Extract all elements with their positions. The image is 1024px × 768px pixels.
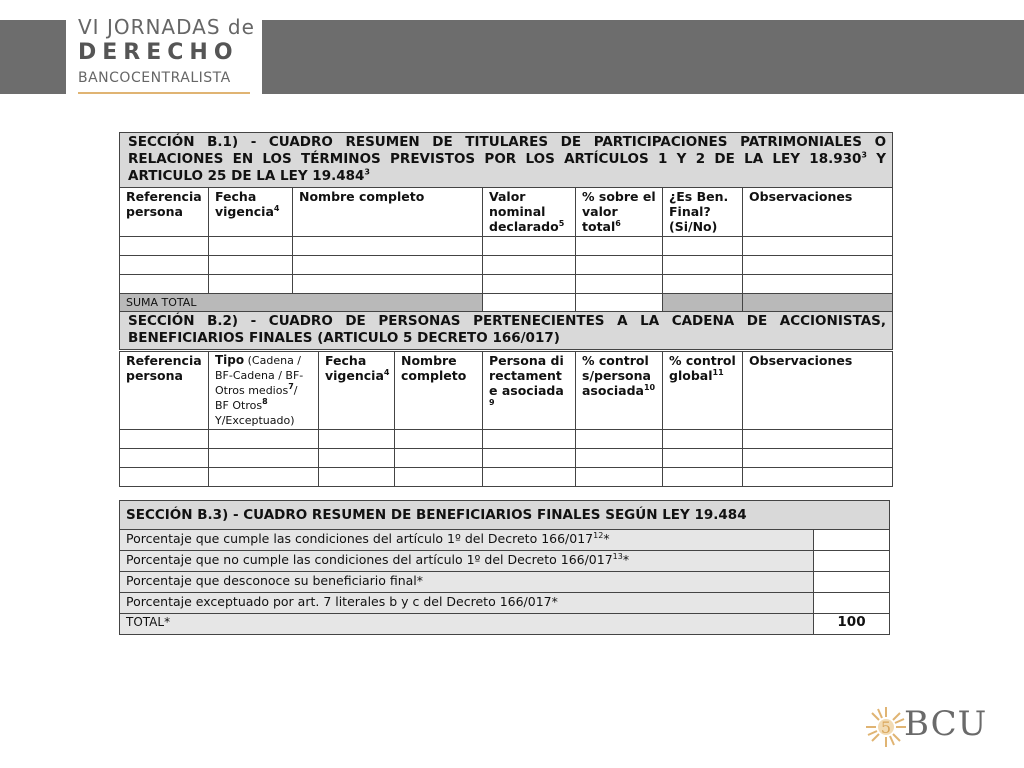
cell[interactable]	[743, 430, 893, 449]
b3-row	[120, 551, 890, 572]
b2-empty-row	[120, 449, 893, 468]
cell[interactable]	[293, 237, 483, 256]
cell[interactable]	[663, 430, 743, 449]
logo-line-1: VI JORNADAS de	[78, 15, 255, 39]
cell[interactable]	[395, 430, 483, 449]
b2-empty-row	[120, 468, 893, 487]
b3-row-value[interactable]	[814, 530, 890, 551]
cell[interactable]	[209, 275, 293, 294]
cell[interactable]	[319, 468, 395, 487]
b1-empty-row	[120, 275, 893, 294]
section-b1-title: SECCIÓN B.1) - CUADRO RESUMEN DE TITULARES DE PARTICIPACIONES PATRIMONIALES O RELACIONES EN LOS TÉRMINOS PREVISTOS POR LOS ARTÍCULOS 1 Y 2 DE LA LEY 18.930$^3$ Y ARTICULO 25 DE LA LEY 19.484$^3$	[120, 133, 893, 188]
cell[interactable]	[319, 449, 395, 468]
cell[interactable]	[483, 430, 576, 449]
cell[interactable]	[483, 468, 576, 487]
cell[interactable]	[576, 449, 663, 468]
b3-row-label: Porcentaje que no cumple las condiciones del artículo 1º del Decreto $166/017^{13}*$	[120, 551, 814, 572]
b2-col-persona: Persona directamente asociada$^9$	[483, 352, 576, 430]
cell[interactable]	[319, 430, 395, 449]
b3-total-row	[120, 614, 890, 635]
cell[interactable]	[576, 468, 663, 487]
b3-total-value: 100	[814, 614, 890, 635]
suma-total-label: SUMA TOTAL	[120, 294, 483, 312]
cell[interactable]	[209, 449, 319, 468]
b1-col-referencia: Referencia persona	[120, 188, 209, 237]
cell[interactable]	[483, 256, 576, 275]
cell[interactable]	[743, 449, 893, 468]
cell[interactable]	[576, 256, 663, 275]
logo-line-3: BANCOCENTRALISTA	[78, 70, 231, 86]
b3-row-label: Porcentaje que cumple las condiciones del artículo 1º del Decreto $166/017^{12}*$	[120, 530, 814, 551]
cell[interactable]	[663, 256, 743, 275]
cell[interactable]	[663, 449, 743, 468]
b1-col-porcentaje: % sobre el valor total$^6$	[576, 188, 663, 237]
b2-col-fecha: Fecha vigencia$^4$	[319, 352, 395, 430]
sections-b1-b2-table	[119, 132, 893, 350]
sun-emblem-icon	[866, 702, 906, 752]
b2-col-observaciones: Observaciones	[743, 352, 893, 430]
cell[interactable]	[293, 256, 483, 275]
cell[interactable]	[209, 468, 319, 487]
cell[interactable]	[483, 237, 576, 256]
b3-row	[120, 593, 890, 614]
cell[interactable]	[120, 275, 209, 294]
section-b2-table	[119, 351, 893, 487]
cell[interactable]	[209, 430, 319, 449]
cell[interactable]	[576, 275, 663, 294]
section-b3-title: SECCIÓN B.3) - CUADRO RESUMEN DE BENEFICIARIOS FINALES SEGÚN LEY 19.484	[120, 501, 890, 530]
b2-col-referencia: Referencia persona	[120, 352, 209, 430]
b3-row-label: Porcentaje que desconoce su beneficiario final*	[120, 572, 814, 593]
cell[interactable]	[663, 275, 743, 294]
b3-row	[120, 530, 890, 551]
section-b2-title: SECCIÓN B.2) - CUADRO DE PERSONAS PERTENECIENTES A LA CADENA DE ACCIONISTAS, BENEFICIARIOS FINALES (ARTICULO 5 DECRETO 166/017)	[120, 312, 893, 350]
cell[interactable]	[120, 237, 209, 256]
suma-blank-cell	[663, 294, 743, 312]
b3-total-label: TOTAL*	[120, 614, 814, 635]
b2-empty-row	[120, 430, 893, 449]
cell[interactable]	[120, 256, 209, 275]
b2-col-tipo: Tipo (Cadena / BF-Cadena / BF-Otros medios$^7$/ BF Otros$^8$ Y/Exceptuado)	[209, 352, 319, 430]
cell[interactable]	[576, 430, 663, 449]
b2-col-control: % control s/persona asociada$^{10}$	[576, 352, 663, 430]
cell[interactable]	[743, 275, 893, 294]
b1-col-observaciones: Observaciones	[743, 188, 893, 237]
cell[interactable]	[743, 237, 893, 256]
b3-row-value[interactable]	[814, 572, 890, 593]
logo-underline	[78, 92, 250, 94]
cell[interactable]	[293, 275, 483, 294]
cell[interactable]	[576, 237, 663, 256]
suma-porcentaje-cell[interactable]	[576, 294, 663, 312]
b3-row-label: Porcentaje exceptuado por art. 7 literales b y c del Decreto 166/017*	[120, 593, 814, 614]
b1-col-ben-final: ¿Es Ben. Final? (Si/No)	[663, 188, 743, 237]
b1-col-nombre: Nombre completo	[293, 188, 483, 237]
b1-empty-row	[120, 256, 893, 275]
bcu-logo	[866, 702, 1006, 752]
cell[interactable]	[209, 256, 293, 275]
b1-col-valor: Valor nominal declarado$^5$	[483, 188, 576, 237]
cell[interactable]	[209, 237, 293, 256]
sun-emblem-digit: 5	[880, 718, 892, 737]
cell[interactable]	[120, 430, 209, 449]
cell[interactable]	[743, 468, 893, 487]
b1-suma-total-row	[120, 294, 893, 312]
jornadas-logo	[66, 14, 262, 96]
logo-line-2: DERECHO	[78, 40, 239, 65]
cell[interactable]	[395, 468, 483, 487]
b2-col-global: % control global$^{11}$	[663, 352, 743, 430]
cell[interactable]	[743, 256, 893, 275]
section-b3-table	[119, 500, 890, 635]
bcu-logo-text: BCU	[904, 704, 988, 744]
suma-valor-cell[interactable]	[483, 294, 576, 312]
b3-row	[120, 572, 890, 593]
b1-col-fecha: Fecha vigencia$^4$	[209, 188, 293, 237]
b3-row-value[interactable]	[814, 551, 890, 572]
b2-col-nombre: Nombre completo	[395, 352, 483, 430]
suma-blank-cell	[743, 294, 893, 312]
cell[interactable]	[483, 275, 576, 294]
cell[interactable]	[120, 468, 209, 487]
cell[interactable]	[120, 449, 209, 468]
cell[interactable]	[483, 449, 576, 468]
b3-row-value[interactable]	[814, 593, 890, 614]
b1-empty-row	[120, 237, 893, 256]
cell[interactable]	[395, 449, 483, 468]
cell[interactable]	[663, 468, 743, 487]
cell[interactable]	[663, 237, 743, 256]
